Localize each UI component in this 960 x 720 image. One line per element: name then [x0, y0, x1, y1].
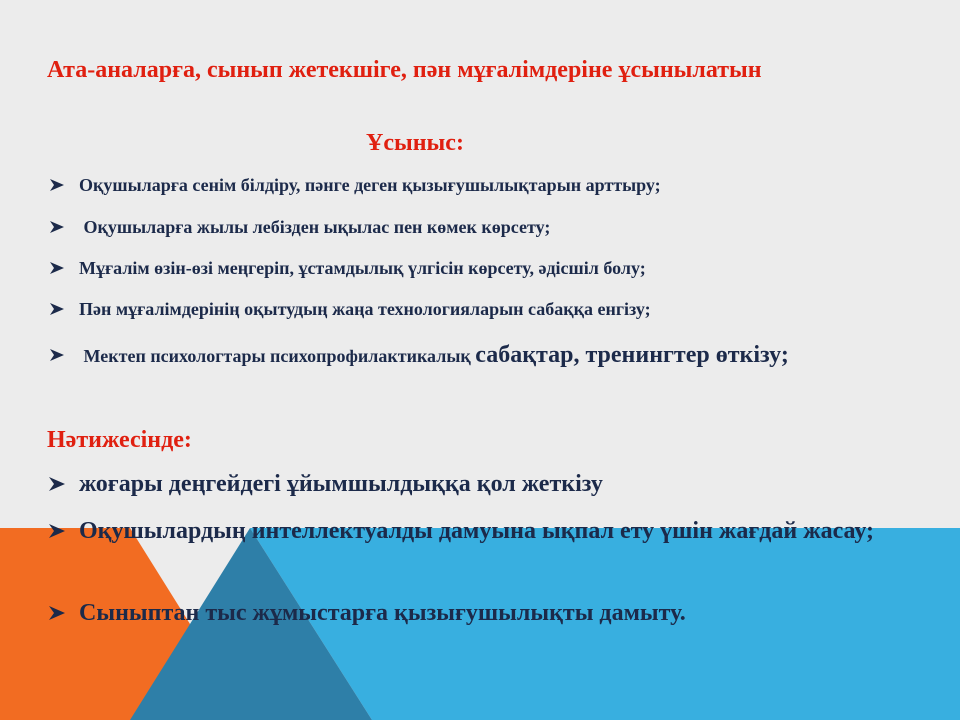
arrowhead-bullet-icon: [47, 296, 67, 322]
result-text: жоғары деңгейдегі ұйымшылдыққа қол жеткізу: [79, 471, 603, 497]
result-item: [47, 468, 917, 500]
recommendation-text-small: Мектеп психологтары психопрофилактикалық: [79, 346, 476, 366]
recommendation-text: Мұғалім өзін-өзі меңгеріп, ұстамдылық үлгісін көрсету, әдісшіл болу;: [79, 258, 646, 278]
result-item: [47, 597, 917, 629]
recommendation-text: Оқушыларға жылы лебізден ықылас пен көмек көрсету;: [79, 217, 551, 237]
recommendation-item: [47, 296, 917, 322]
recommendation-text: [79, 340, 807, 371]
slide-heading: Ата-аналарға, сынып жетекшіге, пән мұғалімдеріне ұсынылатын: [47, 57, 762, 83]
arrowhead-bullet-icon: [47, 597, 67, 629]
recommendation-text: Оқушыларға сенім білдіру, пәнге деген қызығушылықтарын арттыру;: [79, 175, 661, 195]
arrowhead-bullet-icon: [47, 515, 67, 547]
recommendation-text-large: сабақтар, тренингтер өткізу;: [475, 342, 789, 368]
recommendation-item: [47, 172, 917, 198]
result-item: [47, 515, 897, 547]
recommendation-heading: Ұсыныс:: [366, 130, 464, 156]
recommendation-item: [47, 214, 917, 240]
result-text: Сыныптан тыс жұмыстарға қызығушылықты дамыту.: [79, 600, 686, 626]
recommendation-item: [47, 255, 917, 281]
arrowhead-bullet-icon: [47, 340, 67, 370]
arrowhead-bullet-icon: [47, 255, 67, 281]
arrowhead-bullet-icon: [47, 468, 67, 500]
result-heading: Нәтижесінде:: [47, 427, 192, 453]
result-text: Оқушылардың интеллектуалды дамуына ықпал ету үшін жағдай жасау;: [79, 518, 874, 544]
recommendation-text: Пән мұғалімдерінің оқытудың жаңа технологияларын сабаққа енгізу;: [79, 299, 651, 319]
arrowhead-bullet-icon: [47, 214, 67, 240]
arrowhead-bullet-icon: [47, 172, 67, 198]
recommendation-item: [47, 340, 807, 371]
